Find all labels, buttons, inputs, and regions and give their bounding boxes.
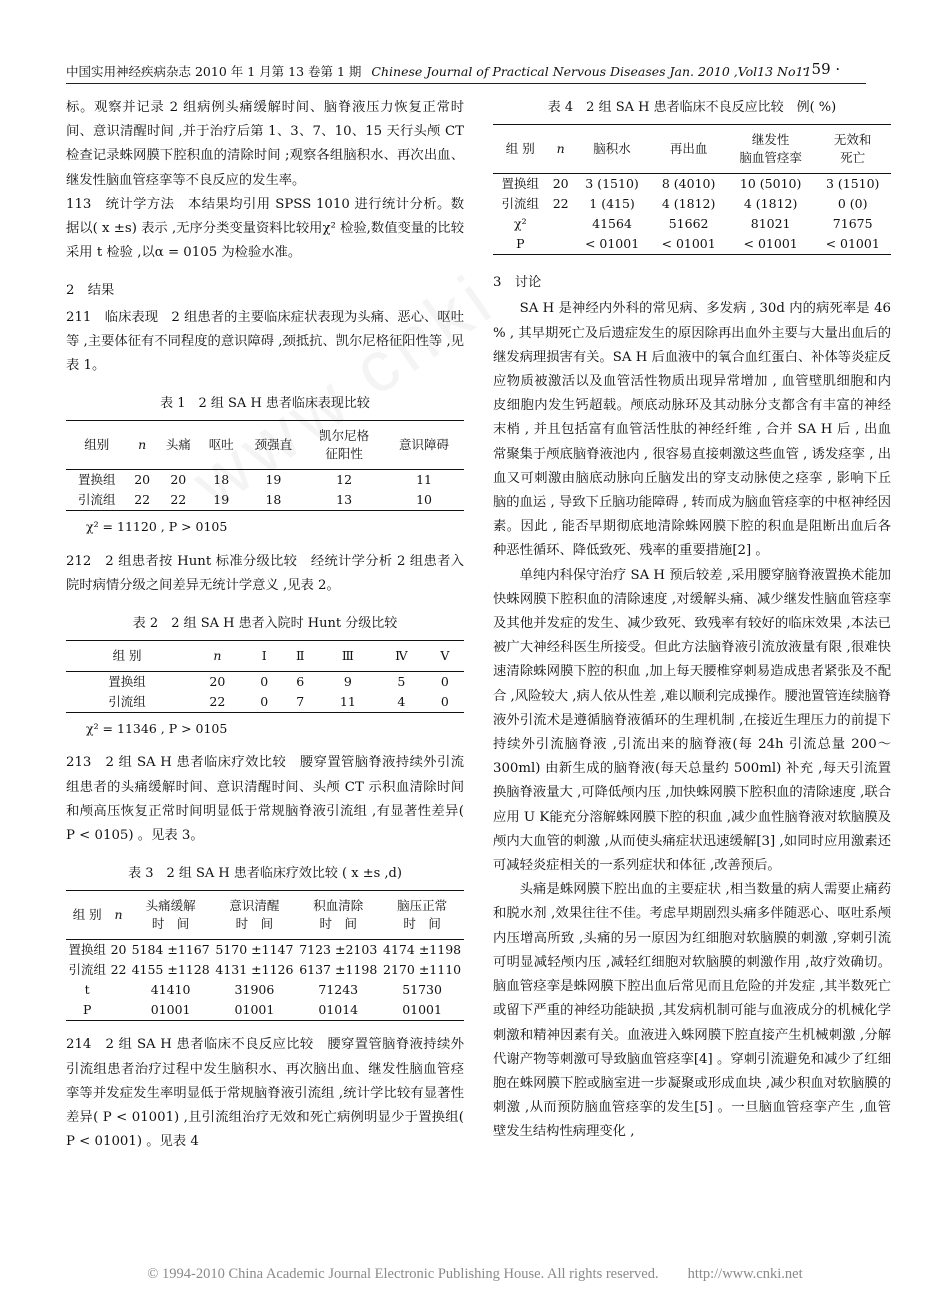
table-cell — [548, 214, 574, 234]
table-cell: 22 — [110, 962, 127, 978]
table-row — [493, 194, 891, 214]
journal-title-cn: 中国实用神经疾病杂志 2010 年 1 月第 13 卷第 1 期 — [66, 64, 362, 79]
table-header-cell: 头痛缓解 时 间 — [129, 891, 213, 940]
paragraph-intro: 标。观察并记录 2 组病例头痛缓解时间、脑脊液压力恢复正常时间、意识清醒时间 ,并于治疗后第 1、3、7、10、15 天行头颅 CT 检查记录蛛网膜下腔积血的清除时间 ;观察各组脑积水、再次出血、继发性脑血管痉挛等不良反应的发生率。 — [66, 100, 464, 188]
table-cell: 41564 — [592, 216, 632, 232]
table-cell: 0 — [440, 674, 449, 690]
table-cell: 19 — [200, 490, 243, 511]
table-header-cell: n — [188, 641, 247, 672]
table-cell: 4 (1812) — [743, 196, 798, 212]
table-cell: 2170 ±1110 — [383, 962, 462, 978]
paragraph-211: 211 临床表现 2 组患者的主要临床症状表现为头痛、恶心、呕吐等 ,主要体征有不同程度的意识障碍 ,颈抵抗、凯尔尼格征阳性等 ,见表 1。 — [66, 309, 464, 374]
table-2-note: χ² = 11346 , P > 0105 — [86, 721, 228, 737]
header-rule — [66, 83, 866, 84]
table-cell: 22 — [552, 196, 569, 212]
table-cell: 0 — [247, 692, 282, 713]
table-cell: 4155 ±1128 — [131, 962, 210, 978]
running-header — [66, 62, 866, 80]
table-cell: t — [84, 982, 90, 998]
discussion-paragraph-2: 单纯内科保守治疗 SA H 预后较差 ,采用腰穿脑脊液置换术能加快蛛网膜下腔积血的清除速度 ,对缓解头痛、减少继发性脑血管痉挛及其他并发症的发生、减少致死、致残率有较好的临床效果 ,本法已被广大神经科医生所接受。但此方法脑脊液引流放液量有限 ,很难快速清除蛛网膜下腔的积血 ,加上每天腰椎穿刺易造成患者紧张及不配合 ,风险较大 ,病人依从性差 ,难以顺利完成操作。腰池置管连续脑脊液外引流术是遵循脑脊液循环的生理机制 ,在接近生理压力的前提下持续外引流脑脊液 ,引流出来的脑脊液(每 24h 引流总量 200～300ml) 由新生成的脑脊液(每天总量约 500ml) 补充 ,每天引流置换脑脊液量大 ,可降低颅内压 ,加快蛛网膜下腔积血的清除速度 ,联合应用 U K能充分溶解蛛网膜下腔的积血 ,减少血性脑脊液对软脑膜及颅内大血管的刺激 ,从而使头痛症状迅速缓解[3] ,如同时应用激素还可减轻炎症相关的一系列症状和体征 ,改善预后。 — [493, 567, 891, 874]
table-cell: 20 — [552, 176, 569, 192]
table-cell: 71243 — [318, 982, 359, 998]
table-header-cell: Ⅴ — [426, 641, 464, 672]
journal-title-en: Chinese Journal of Practical Nervous Diseases Jan. 2010 ,Vol13 No11 — [371, 64, 812, 79]
table-cell: 20 — [170, 472, 187, 488]
paragraph-213: 213 2 组 SA H 患者临床疗效比较 腰穿置管脑脊液持续外引流组患者的头痛缓解时间、意识清醒时间、头颅 CT 示积血清除时间和颅高压恢复正常时间明显低于常规脑脊液引流组 ,有显著性差异( P < 0105) 。见表 3。 — [66, 755, 464, 844]
table-header-cell: Ⅱ — [282, 641, 319, 672]
table-cell: 3 (1510) — [825, 176, 880, 192]
table-header-cell: 凯尔尼格 征阳性 — [304, 421, 384, 470]
table-2 — [66, 640, 464, 713]
table-row — [66, 692, 464, 713]
table-row — [66, 490, 464, 511]
paragraph-113: 113 统计学方法 本结果均引用 SPSS 1010 进行统计分析。数据以( x ±s) 表示 ,无序分类变量资料比较用χ² 检验,数值变量的比较采用 t 检验 ,以α = 0105 为检验水准。 — [66, 196, 464, 261]
table-cell: 1 (415) — [589, 196, 635, 212]
table-cell: χ² — [514, 216, 527, 232]
table-header-cell: 颈强直 — [243, 421, 304, 470]
table-cell — [108, 980, 128, 1000]
table-cell: 4131 ±1126 — [215, 962, 294, 978]
table-cell: 19 — [265, 472, 282, 488]
table-row — [493, 174, 891, 195]
table-cell: 0 — [426, 692, 464, 713]
table-cell: 11 — [319, 692, 378, 713]
table-cell: 置换组 — [68, 942, 106, 958]
table-header-cell: 继发性 脑血管痉挛 — [727, 125, 814, 174]
table-cell: 01001 — [213, 1000, 297, 1021]
table-cell: 22 — [157, 490, 200, 511]
table-cell: 22 — [188, 692, 247, 713]
table-cell: 引流组 — [66, 692, 188, 713]
table-cell: 51730 — [402, 982, 442, 998]
table-cell: 4 (1812) — [661, 196, 716, 212]
table-cell: < 01001 — [650, 234, 727, 255]
table-cell: 0 (0) — [837, 196, 868, 212]
table-cell: 4174 ±1198 — [383, 942, 462, 958]
table-header-cell: 意识障碍 — [384, 421, 464, 470]
table-cell: < 01001 — [574, 234, 651, 255]
paragraph-214: 214 2 组 SA H 患者临床不良反应比较 腰穿置管脑脊液持续外引流组患者治疗过程中发生脑积水、再次脑出血、继发性脑血管痉挛等并发症发生率明显低于常规脑脊液引流组 ,统计学比较有显著性差异( P < 01001) ,且引流组治疗无效和死亡病例明显少于置换组( P < 01001) 。见表 4 — [66, 1037, 464, 1150]
table-header-cell: 积血清除 时 间 — [296, 891, 380, 940]
table-cell: 41410 — [150, 982, 191, 998]
table-header-cell: 组 别 — [66, 891, 108, 940]
table-header-cell: n — [108, 891, 128, 940]
discussion-paragraph-3: 头痛是蛛网膜下腔出血的主要症状 ,相当数量的病人需要止痛药和脱水剂 ,效果往往不佳。考虑早期剧烈头痛多伴随恶心、呕吐系颅内压增高所致 ,头痛的另一原因为红细胞对软脑膜的刺激 ,穿刺引流可明显减轻颅内压 ,减轻红细胞对软脑膜的刺激作用 ,故疗效确切。脑血管痉挛是蛛网膜下腔出血后常见而且危险的并发症 ,其半数死亡或留下严重的神经功能缺损 ,其发病机制可能与血液成分的机械化学刺激和精神因素有关。血液进入蛛网膜下腔直接产生机械刺激 ,分解代谢产物等刺激可导致脑血管痉挛[4] 。穿刺引流避免和减少了红细胞在蛛网膜下腔或脑室进一步凝聚或形成血块 ,减少积血对软脑膜的刺激 ,从而预防脑血管痉挛的发生[5] 。一旦脑血管痉挛产生 ,血管壁发生结构性病理变化 , — [493, 882, 891, 1140]
table-cell: 18 — [243, 490, 304, 511]
table-row — [66, 960, 464, 980]
table-header-row — [66, 891, 464, 940]
discussion-paragraph-1: SA H 是神经内外科的常见病、多发病 , 30d 内的病死率是 46 % , 其早期死亡及后遗症发生的原因除再出血外主要与大量出血后的继发病理损害有关。SA H 后血液中的氧合血红蛋白、补体等炎症反应物质被激活以及血管活性物质出现异常增加 , 血管壁肌细胞和内皮细胞内发生钙超载。颅底动脉环及其动脉分支都含有丰富的神经末梢 , 并且包括富有血管活性肽的神经纤维 , 合并 SA H 后 , 出血常聚集于颅底脑脊液池内 , 很容易直接刺激这些血管 , 诱发痉挛 , 出血又可刺激由脑底动脉向丘脑发出的穿支动脉使之痉挛 , 影响下丘脑的血运 , 导致下丘脑功能障碍 , 转而成为脑血管痉挛的中枢神经因素。因此 , 能否早期彻底地清除蛛网膜下腔的积血是阻断出血后各种恶性循环、降低致死、残率的重要措施[2] 。 — [493, 301, 891, 559]
table-3-caption: 表 3 2 组 SA H 患者临床疗效比较 ( x ±s ,d) — [128, 866, 402, 882]
table-cell: 18 — [213, 472, 230, 488]
table-cell: 81021 — [750, 216, 791, 232]
table-cell: 6 — [296, 674, 305, 690]
table-1-caption: 表 1 2 组 SA H 患者临床表现比较 — [160, 396, 370, 412]
table-cell: 9 — [343, 674, 352, 690]
table-cell: 置换组 — [501, 176, 540, 192]
table-cell: 51662 — [668, 216, 709, 232]
table-cell: 20 — [209, 674, 226, 690]
table-header-cell: 呕吐 — [200, 421, 243, 470]
section-3-heading: 3 讨论 — [493, 275, 542, 291]
table-header-cell: 头痛 — [157, 421, 200, 470]
table-header-cell: 组 别 — [493, 125, 548, 174]
table-cell: 20 — [134, 472, 151, 488]
page-number: · 59 · — [802, 60, 841, 78]
table-cell: 01014 — [296, 1000, 380, 1021]
table-cell: < 01001 — [814, 234, 891, 255]
table-cell: 6137 ±1198 — [299, 962, 378, 978]
table-row — [66, 672, 464, 693]
section-2-heading: 2 结果 — [66, 283, 115, 299]
table-cell: 7 — [282, 692, 319, 713]
table-cell: 置换组 — [77, 472, 116, 488]
table-row — [66, 470, 464, 491]
table-cell: 20 — [110, 942, 127, 958]
table-cell: 7123 ±2103 — [299, 942, 378, 958]
table-header-cell: Ⅲ — [319, 641, 378, 672]
table-header-cell: n — [127, 421, 156, 470]
table-3 — [66, 890, 464, 1021]
table-cell: 引流组 — [66, 490, 127, 511]
table-header-cell: 再出血 — [650, 125, 727, 174]
table-header-row — [493, 125, 891, 174]
table-2-caption: 表 2 2 组 SA H 患者入院时 Hunt 分级比较 — [132, 616, 398, 632]
table-cell: 10 — [384, 490, 464, 511]
table-cell: 31906 — [234, 982, 275, 998]
table-cell — [108, 1000, 128, 1021]
table-row — [66, 1000, 464, 1021]
table-header-cell: 组别 — [66, 421, 127, 470]
table-header-cell: 意识清醒 时 间 — [213, 891, 297, 940]
table-cell: 71675 — [832, 216, 873, 232]
table-1 — [66, 420, 464, 511]
table-cell: 3 (1510) — [585, 176, 639, 192]
table-cell: 8 (4010) — [661, 176, 716, 192]
paragraph-212: 212 2 组患者按 Hunt 标准分级比较 经统计学分析 2 组患者入院时病情分级之间差异无统计学意义 ,见表 2。 — [66, 553, 464, 593]
table-row — [493, 234, 891, 255]
right-column — [493, 96, 891, 1145]
table-cell: 引流组 — [501, 196, 540, 212]
table-header-cell: 脑压正常 时 间 — [380, 891, 464, 940]
table-header-cell: 脑积水 — [574, 125, 651, 174]
table-cell — [548, 234, 574, 255]
table-cell: 4 — [377, 692, 426, 713]
table-cell: 12 — [336, 472, 353, 488]
table-cell: 置换组 — [108, 674, 146, 690]
table-header-cell: Ⅰ — [247, 641, 282, 672]
table-cell: 10 (5010) — [739, 176, 802, 192]
table-cell: 5184 ±1167 — [131, 942, 210, 958]
table-header-cell: 组 别 — [66, 641, 188, 672]
table-cell: 5 — [397, 674, 406, 690]
table-1-note: χ² = 11120 , P > 0105 — [86, 519, 228, 535]
table-cell: 0 — [260, 674, 269, 690]
table-cell: 13 — [304, 490, 384, 511]
table-4-caption: 表 4 2 组 SA H 患者临床不良反应比较 例( %) — [547, 100, 837, 115]
table-cell: 22 — [127, 490, 156, 511]
table-header-cell: n — [548, 125, 574, 174]
table-cell: 01001 — [380, 1000, 464, 1021]
table-cell: 引流组 — [68, 962, 106, 978]
table-header-row — [66, 641, 464, 672]
table-cell: P — [493, 234, 548, 255]
table-header-cell: Ⅳ — [377, 641, 426, 672]
table-row — [66, 940, 464, 961]
table-cell: < 01001 — [727, 234, 814, 255]
table-header-cell: 无效和 死亡 — [814, 125, 891, 174]
table-header-row — [66, 421, 464, 470]
table-cell: 11 — [416, 472, 432, 488]
copyright-footer: © 1994-2010 China Academic Journal Electronic Publishing House. All rights reserved. http://www.cnki.net — [147, 1266, 803, 1282]
left-column — [66, 96, 464, 1154]
table-row — [493, 214, 891, 234]
table-row — [66, 980, 464, 1000]
table-cell: P — [66, 1000, 108, 1021]
table-cell: 5170 ±1147 — [215, 942, 294, 958]
table-cell: 01001 — [129, 1000, 213, 1021]
table-4 — [493, 124, 891, 255]
